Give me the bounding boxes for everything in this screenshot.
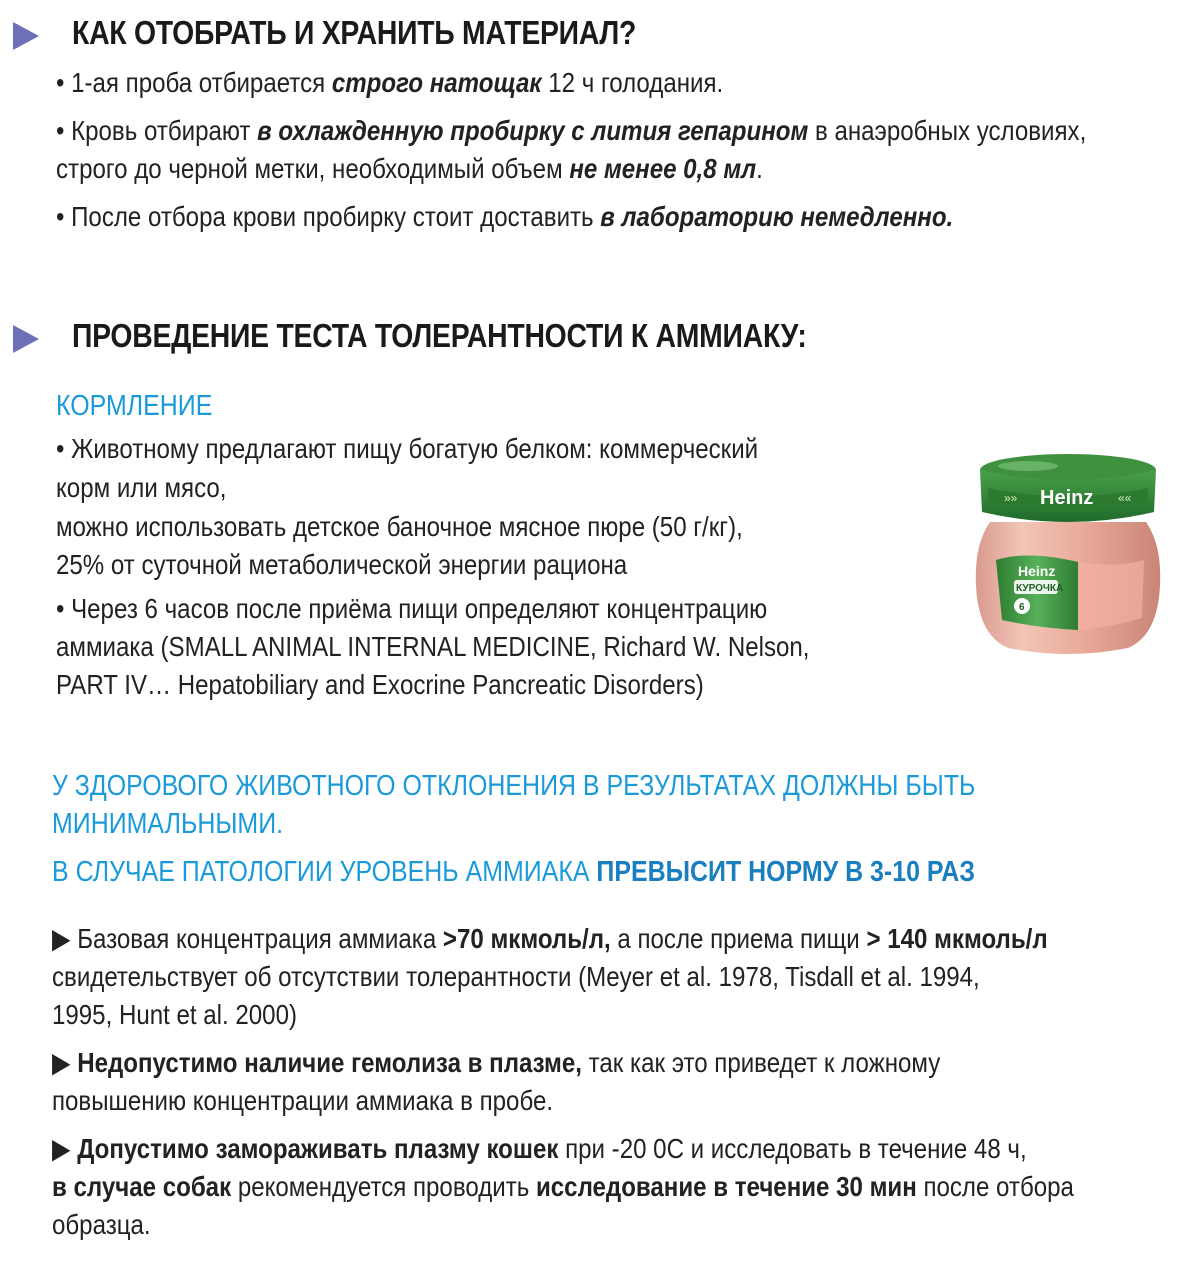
feeding-line-6: аммиака (SMALL ANIMAL INTERNAL MEDICINE, Richard W. Nelson, bbox=[56, 631, 810, 662]
section-1-item-2: • Кровь отбирают в охлажденную пробирку с лития гепарином в анаэробных условиях, bbox=[56, 115, 1087, 146]
point-1-line-3: 1995, Hunt et al. 2000) bbox=[52, 999, 297, 1030]
point-2-line-1: ▶ Недопустимо наличие гемолиза в плазме, так как это приведет к ложному bbox=[52, 1047, 941, 1078]
baby-food-jar-image bbox=[968, 450, 1168, 660]
notice-line-3: В СЛУЧАЕ ПАТОЛОГИИ УРОВЕНЬ АММИАКА ПРЕВЫСИТ НОРМУ В 3-10 РАЗ bbox=[52, 856, 975, 888]
feeding-line-5: • Через 6 часов после приёма пищи определяют концентрацию bbox=[56, 593, 768, 624]
jar-product-name: КУРОЧКА bbox=[1016, 583, 1064, 594]
point-1-line-1: ▶ Базовая концентрация аммиака >70 мкмоль/л, а после приема пищи > 140 мкмоль/л bbox=[52, 923, 1048, 954]
point-3-line-1: ▶ Допустимо замораживать плазму кошек при -20 0С и исследовать в течение 48 ч, bbox=[52, 1133, 1027, 1164]
feeding-subheading: КОРМЛЕНИЕ bbox=[56, 390, 213, 422]
section-2-bullet-icon bbox=[13, 325, 39, 353]
svg-text:««: «« bbox=[1118, 491, 1132, 505]
point-1-line-2: свидетельствует об отсутствии толерантности (Meyer et al. 1978, Tisdall et al. 1994, bbox=[52, 961, 980, 992]
jar-age-badge: 6 bbox=[1019, 602, 1025, 613]
point-2-line-2: повышению концентрации аммиака в пробе. bbox=[52, 1085, 554, 1116]
feeding-line-3: можно использовать детское баночное мясное пюре (50 г/кг), bbox=[56, 511, 743, 542]
point-3-line-3: образца. bbox=[52, 1209, 151, 1240]
notice-line-1: У ЗДОРОВОГО ЖИВОТНОГО ОТКЛОНЕНИЯ В РЕЗУЛЬТАТАХ ДОЛЖНЫ БЫТЬ bbox=[52, 770, 976, 802]
feeding-line-4: 25% от суточной метаболической энергии рациона bbox=[56, 549, 628, 580]
svg-text:»»: »» bbox=[1004, 491, 1018, 505]
jar-lid-brand: Heinz bbox=[1040, 487, 1094, 509]
section-2-heading: ПРОВЕДЕНИЕ ТЕСТА ТОЛЕРАНТНОСТИ К АММИАКУ: bbox=[72, 317, 807, 354]
section-1-bullet-icon bbox=[13, 22, 39, 50]
feeding-line-7: PART IV… Hepatobiliary and Exocrine Pancreatic Disorders) bbox=[56, 669, 704, 700]
point-3-line-2: в случае собак рекомендуется проводить исследование в течение 30 мин после отбора bbox=[52, 1171, 1074, 1202]
section-1-item-1: • 1-ая проба отбирается строго натощак 12 ч голодания. bbox=[56, 67, 724, 98]
feeding-line-2: корм или мясо, bbox=[56, 472, 227, 503]
jar-label-brand: Heinz bbox=[1018, 563, 1056, 579]
section-1-heading: КАК ОТОБРАТЬ И ХРАНИТЬ МАТЕРИАЛ? bbox=[72, 14, 637, 51]
feeding-line-1: • Животному предлагают пищу богатую белком: коммерческий bbox=[56, 433, 759, 464]
notice-line-2: МИНИМАЛЬНЫМИ. bbox=[52, 808, 284, 840]
section-1-item-3: • После отбора крови пробирку стоит доставить в лабораторию немедленно. bbox=[56, 201, 954, 232]
section-1-item-2-line-2: строго до черной метки, необходимый объем не менее 0,8 мл. bbox=[56, 153, 763, 184]
